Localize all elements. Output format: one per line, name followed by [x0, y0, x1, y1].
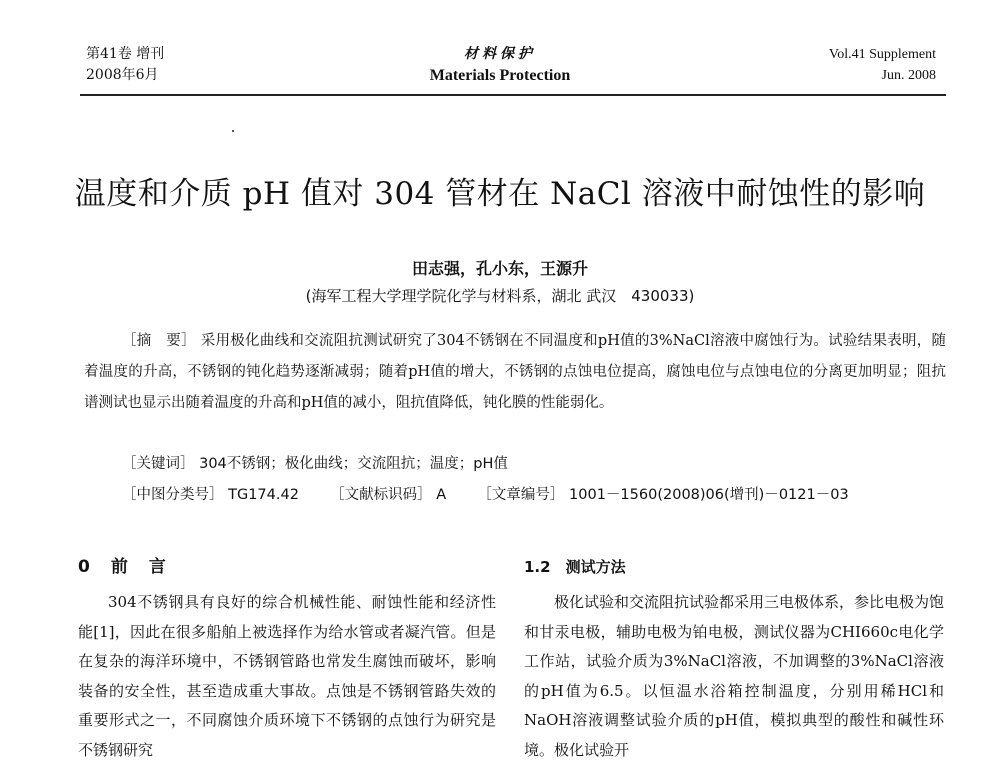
keywords	[122, 452, 508, 473]
header-date: 2008年6月	[86, 67, 159, 83]
section-1-2-heading: 1.2 测试方法	[524, 558, 626, 576]
abstract-label: ［摘 要］	[122, 333, 196, 349]
journal-name-cn: 材料保护	[464, 46, 536, 62]
right-column	[524, 588, 944, 765]
article-number-value: 1001－1560(2008)06(增刊)－0121－03	[569, 487, 849, 503]
abstract	[84, 326, 946, 419]
header-rule	[80, 94, 946, 96]
journal-name-en: Materials Protection	[429, 67, 571, 84]
classification-line	[122, 483, 849, 504]
section-0-heading: 0 前 言	[78, 557, 168, 577]
clc-value: TG174.42	[228, 487, 299, 503]
author-affiliation: (海军工程大学理学院化学与材料系，湖北 武汉 430033)	[305, 287, 695, 305]
paper-title: 温度和介质 pH 值对 304 管材在 NaCl 溶液中耐蚀性的影响	[74, 176, 926, 212]
left-column	[78, 588, 496, 765]
article-number-label: ［文章编号］	[477, 487, 565, 503]
keywords-text: 304不锈钢；极化曲线；交流阻抗；温度；pH值	[199, 456, 508, 472]
section-1-2-paragraph: 极化试验和交流阻抗试验都采用三电极体系，参比电极为饱和甘汞电极，辅助电极为铂电极，测试仪器为CHI660c电化学工作站，试验介质为3%NaCl溶液，不加调整的3%NaCl溶液的pH值为6.5。以恒温水浴箱控制温度，分别用稀HCl和NaOH溶液调整试验介质的pH值，模拟典型的酸性和碱性环境。极化试验开	[524, 593, 945, 759]
section-0-paragraph: 304不锈钢具有良好的综合机械性能、耐蚀性能和经济性能[1]，因此在很多船舶上被选择作为给水管或者凝汽管。但是在复杂的海洋环境中，不锈钢管路也常发生腐蚀而破坏，影响装备的安全性，甚至造成重大事故。点蚀是不锈钢管路失效的重要形式之一，不同腐蚀介质环境下不锈钢的点蚀行为研究是不锈钢研究	[78, 593, 496, 759]
abstract-text: 采用极化曲线和交流阻抗测试研究了304不锈钢在不同温度和pH值的3%NaCl溶液中腐蚀行为。试验结果表明，随着温度的升高，不锈钢的钝化趋势逐渐减弱；随着pH值的增大，不锈钢的点蚀电位提高，腐蚀电位与点蚀电位的分离更加明显；阻抗谱测试也显示出随着温度的升高和pH值的减小，阻抗值降低，钝化膜的性能弱化。	[84, 333, 947, 411]
header-volume: 第41卷 增刊	[86, 46, 165, 62]
header-volume-en: Vol.41 Supplement	[828, 47, 936, 62]
scan-speck	[232, 130, 234, 132]
header-issue-info	[829, 44, 936, 86]
clc-label: ［中图分类号］	[122, 487, 224, 503]
paper-authors: 田志强，孔小东，王源升	[411, 259, 588, 278]
header-date-en: Jun. 2008	[881, 68, 936, 83]
doc-code-label: ［文献标识码］	[330, 487, 432, 503]
doc-code-value: A	[436, 487, 447, 503]
keywords-label: ［关键词］	[122, 456, 195, 472]
